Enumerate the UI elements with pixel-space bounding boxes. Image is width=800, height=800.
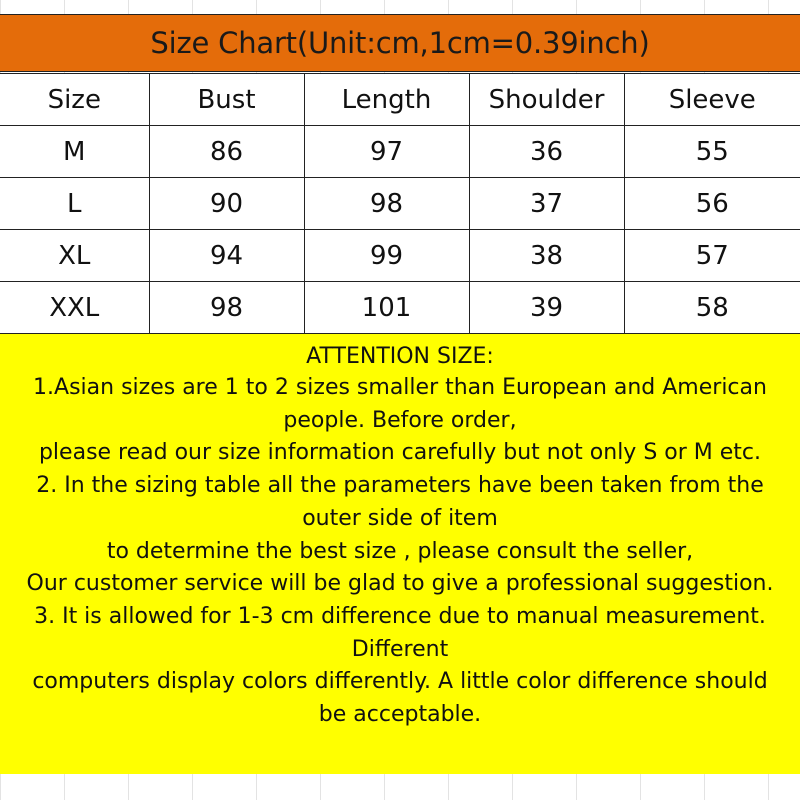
attention-line: Our customer service will be glad to give a professional suggestion. [26, 571, 774, 597]
shoulder-cell: 37 [469, 178, 624, 230]
size-chart-title-bar [0, 14, 800, 72]
bust-cell: 90 [149, 178, 304, 230]
attention-line: 3. It is allowed for 1-3 cm difference due to manual measurement. [34, 603, 766, 629]
bust-cell: 94 [149, 230, 304, 282]
column-header-length: Length [304, 74, 469, 126]
attention-line: be acceptable. [318, 702, 482, 728]
shoulder-cell: 38 [469, 230, 624, 282]
attention-line: please read our size information carefully but not only S or M etc. [38, 440, 762, 466]
table-row [0, 178, 800, 230]
length-cell: 101 [304, 282, 469, 334]
attention-line: outer side of item [302, 505, 498, 531]
attention-line: 2. In the sizing table all the parameters have been taken from the [36, 473, 764, 499]
column-header-shoulder: Shoulder [469, 74, 624, 126]
table-row [0, 282, 800, 334]
column-header-size: Size [0, 74, 149, 126]
sleeve-cell: 56 [624, 178, 800, 230]
size-cell: XXL [0, 282, 149, 334]
sleeve-cell: 57 [624, 230, 800, 282]
attention-line: people. Before order, [283, 407, 517, 433]
attention-notice [0, 334, 800, 774]
attention-line: to determine the best size , please consult the seller, [106, 538, 694, 564]
attention-heading: ATTENTION SIZE: [306, 344, 494, 369]
attention-line: 1.Asian sizes are 1 to 2 sizes smaller than European and American [33, 375, 767, 400]
column-header-sleeve: Sleeve [624, 74, 800, 126]
attention-line: computers display colors differently. A little color difference should [32, 669, 768, 695]
shoulder-cell: 39 [469, 282, 624, 334]
sleeve-cell: 55 [624, 126, 800, 178]
size-table [0, 73, 800, 334]
size-cell: XL [0, 230, 149, 282]
size-cell: L [0, 178, 149, 230]
sleeve-cell: 58 [624, 282, 800, 334]
attention-line: Different [351, 636, 449, 662]
bust-cell: 86 [149, 126, 304, 178]
table-row [0, 230, 800, 282]
length-cell: 99 [304, 230, 469, 282]
shoulder-cell: 36 [469, 126, 624, 178]
length-cell: 97 [304, 126, 469, 178]
size-chart-title: Size Chart(Unit:cm,1cm=0.39inch) [150, 26, 650, 60]
size-cell: M [0, 126, 149, 178]
length-cell: 98 [304, 178, 469, 230]
table-header-row [0, 74, 800, 126]
table-row [0, 126, 800, 178]
bust-cell: 98 [149, 282, 304, 334]
column-header-bust: Bust [149, 74, 304, 126]
